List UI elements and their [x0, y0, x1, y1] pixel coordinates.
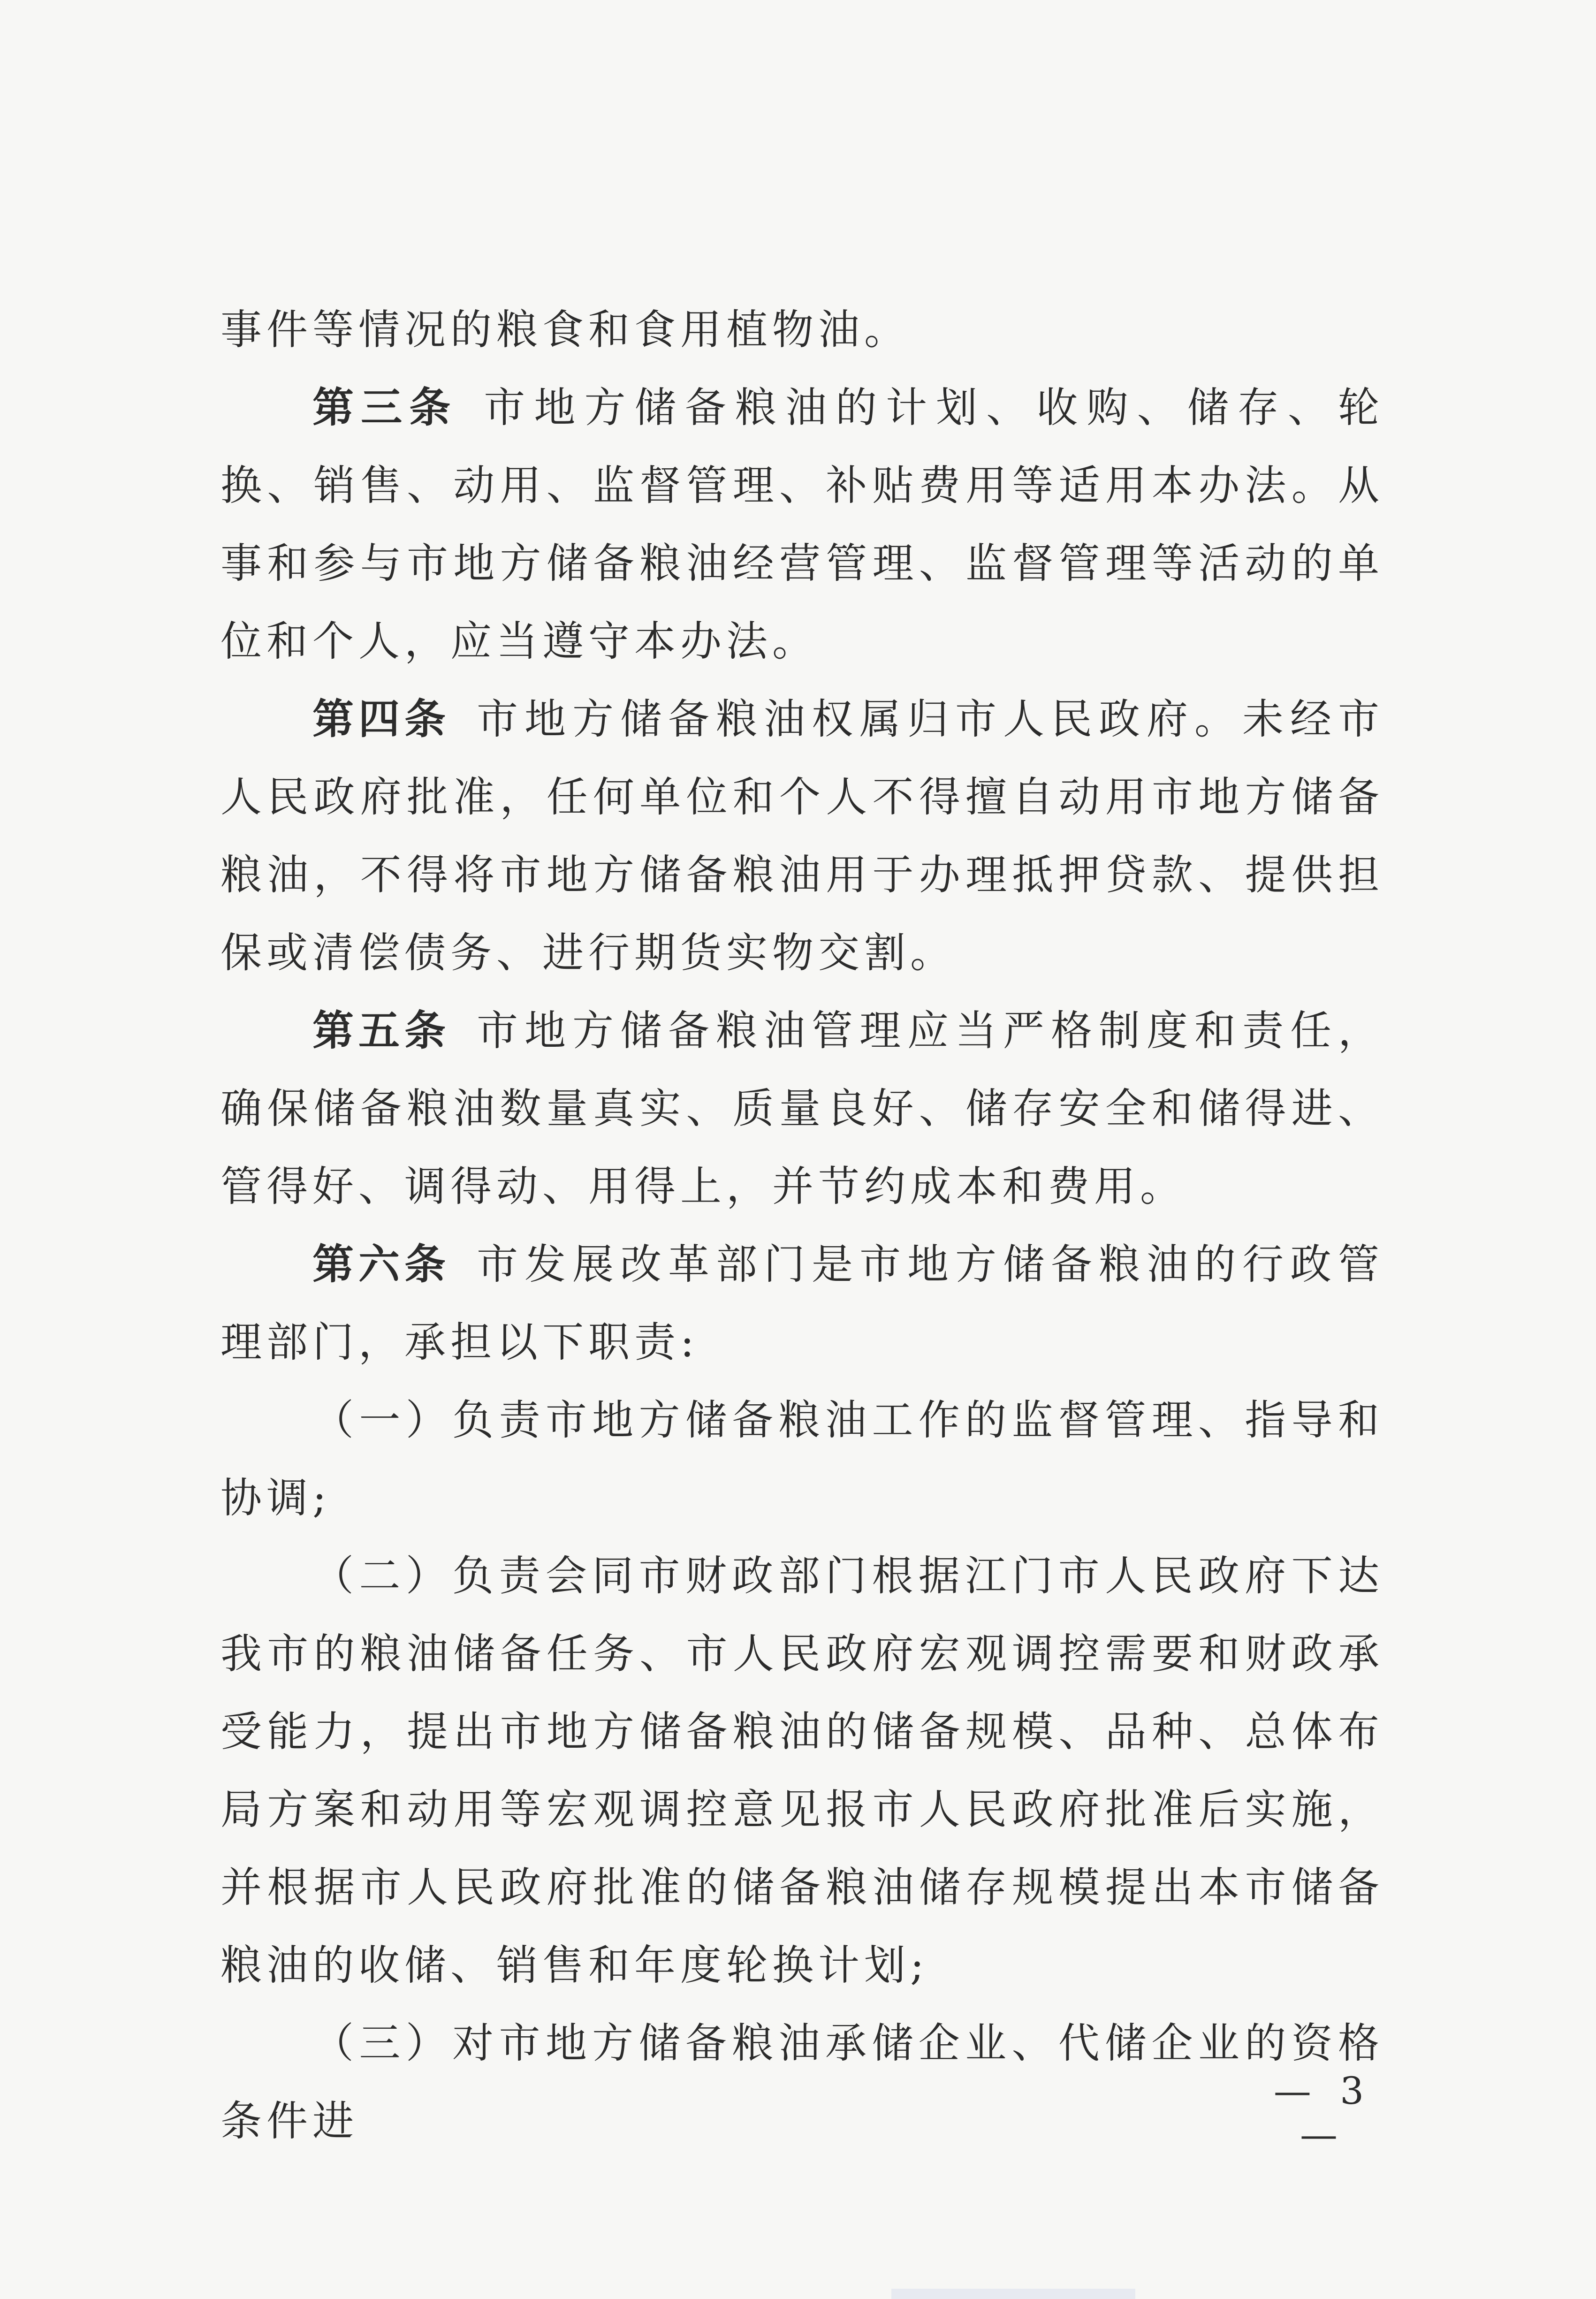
scan-edge-artifact	[891, 2289, 1135, 2299]
article-5-label: 第五条	[312, 1006, 450, 1055]
article-6-text: 市发展改革部门是市地方储备粮油的行政管理部门，承担以下职责:	[220, 1240, 1384, 1366]
page-number: — 3 —	[1273, 2069, 1373, 2156]
document-body	[220, 291, 1384, 2160]
article-4	[220, 680, 1384, 992]
article-3-text: 市地方储备粮油的计划、收购、储存、轮换、销售、动用、监督管理、补贴费用等适用本办法。从事和参与市地方储备粮油经营管理、监督管理等活动的单位和个人，应当遵守本办法。	[220, 383, 1384, 665]
article-3-label: 第三条	[312, 383, 458, 432]
article-5	[220, 992, 1384, 1226]
list-item: （一）负责市地方储备粮油工作的监督管理、指导和协调;	[220, 1396, 1384, 1522]
article-5-text: 市地方储备粮油管理应当严格制度和责任，确保储备粮油数量真实、质量良好、储存安全和储得进、管得好、调得动、用得上，并节约成本和费用。	[220, 1006, 1384, 1210]
article-3	[220, 369, 1384, 680]
article-4-label: 第四条	[312, 695, 450, 743]
list-item: （二）负责会同市财政部门根据江门市人民政府下达我市的粮油储备任务、市人民政府宏观调控需要和财政承受能力，提出市地方储备粮油的储备规模、品种、总体布局方案和动用等宏观调控意见报市人民政府批准后实施，并根据市人民政府批准的储备粮油储存规模提出本市储备粮油的收储、销售和年度轮换计划;	[220, 1552, 1384, 1989]
article-4-text: 市地方储备粮油权属归市人民政府。未经市人民政府批准，任何单位和个人不得擅自动用市地方储备粮油，不得将市地方储备粮油用于办理抵押贷款、提供担保或清偿债务、进行期货实物交割。	[220, 695, 1384, 977]
article-6-label: 第六条	[312, 1240, 450, 1288]
article-6	[220, 1226, 1384, 1381]
lead-line: 事件等情况的粮食和食用植物油。	[220, 305, 911, 354]
list-item: （三）对市地方储备粮油承储企业、代储企业的资格条件进	[220, 2019, 1384, 2145]
